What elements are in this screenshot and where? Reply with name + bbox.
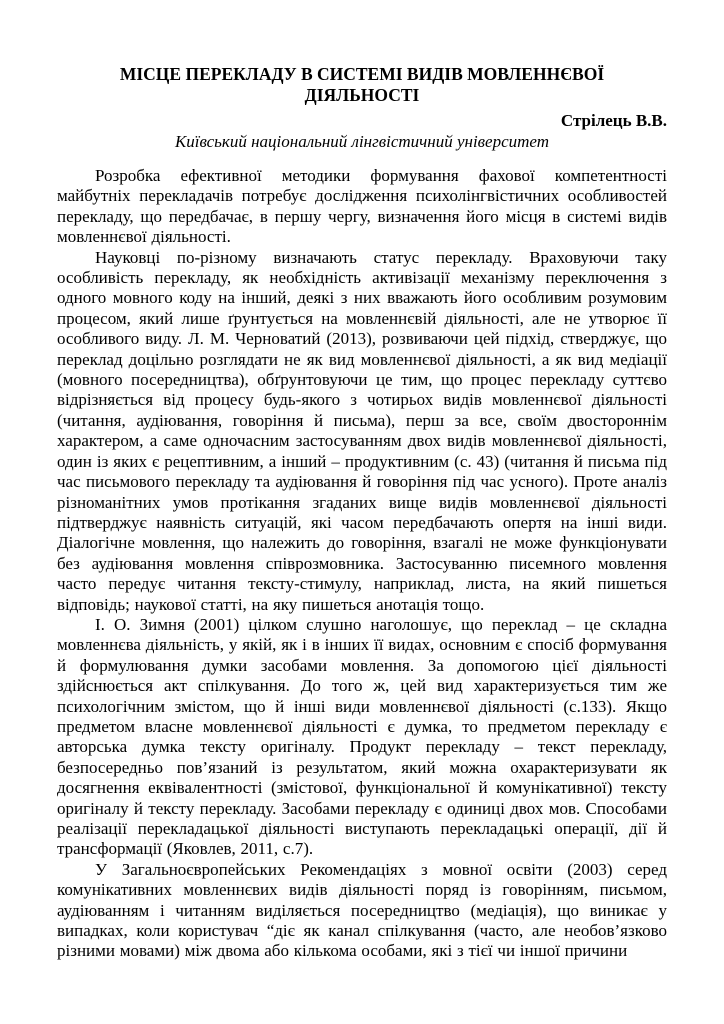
paragraph-2: Науковці по-різному визначають статус перекладу. Враховуючи таку особливість перекладу, як необхідність активізації механізму переключення з одного мовного коду на інший, деякі з них вважають його особливим розумовим процесом, який лише ґрунтується на мовленнєвій діяльності, але не утворює її особливого виду. Л. М. Черноватий (2013), розвиваючи цей підхід, стверджує, що переклад доцільно розглядати не як вид мовленнєвої діяльності, а як вид медіації (мовного посередництва), обґрунтовуючи це тим, що процес перекладу суттєво відрізняється від процесу будь-якого з чотирьох видів мовленнєвої діяльності (читання, аудіювання, говоріння й письма), перш за все, своїм двостороннім характером, а саме одночасним застосуванням двох видів мовленнєвої діяльності, один із яких є рецептивним, а інший – продуктивним (с. 43) (читання й письма під час письмового перекладу та аудіювання й говоріння під час усного). Проте аналіз різноманітних умов протікання згаданих вище видів мовленнєвої діяльності підтверджує наявність ситуацій, які часом передбачають опертя на інші види. Діалогічне мовлення, що належить до говоріння, взагалі не може функціонувати без аудіювання мовлення співрозмовника. Застосуванню писемного мовлення часто передує читання тексту-стимулу, наприклад, листа, на який пишеться відповідь; наукової статті, на яку пишеться анотація тощо. — [57, 247, 667, 614]
paragraph-1: Розробка ефективної методики формування фахової компетентності майбутніх перекладачів потребує дослідження психолінгвістичних особливостей перекладу, що передбачає, в першу чергу, визначення його місця в системі видів мовленнєвої діяльності. — [57, 166, 667, 247]
document-body — [57, 166, 667, 962]
paper-title: МІСЦЕ ПЕРЕКЛАДУ В СИСТЕМІ ВИДІВ МОВЛЕННЄВОЇ ДІЯЛЬНОСТІ — [119, 64, 605, 105]
author-affiliation: Київський національний лінгвістичний університет — [174, 132, 550, 151]
author-name: Стрілець В.В. — [560, 111, 667, 130]
paragraph-3: І. О. Зимня (2001) цілком слушно наголошує, що переклад – це складна мовленнєва діяльність, у якій, як і в інших її видах, основним є спосіб формування й формулювання думки засобами мовлення. За допомогою цієї діяльності здійснюється акт спілкування. До того ж, цей вид характеризується тим же психологічним змістом, що й інші види мовленнєвої діяльності (с.133). Якщо предметом власне мовленнєвої діяльності є думка, то предметом перекладу є авторська думка тексту оригіналу. Продукт перекладу – текст перекладу, безпосередньо пов’язаний із результатом, який можна охарактеризувати як досягнення еквівалентності (змістової, функціональної й комунікативної) тексту оригіналу й тексту перекладу. Засобами перекладу є одиниці двох мов. Способами реалізації перекладацької діяльності виступають перекладацькі операції, дії й трансформації (Яковлев, 2011, с.7). — [57, 614, 667, 859]
paragraph-4: У Загальноєвропейських Рекомендаціях з мовної освіти (2003) серед комунікативних мовленнєвих видів діяльності поряд із говорінням, письмом, аудіюванням і читанням виділяється посередництво (медіація), що виникає у випадках, коли користувач “діє як канал спілкування (часто, але необов’язково різними мовами) між двома або кількома особами, які з тієї чи іншої причини — [57, 859, 667, 961]
